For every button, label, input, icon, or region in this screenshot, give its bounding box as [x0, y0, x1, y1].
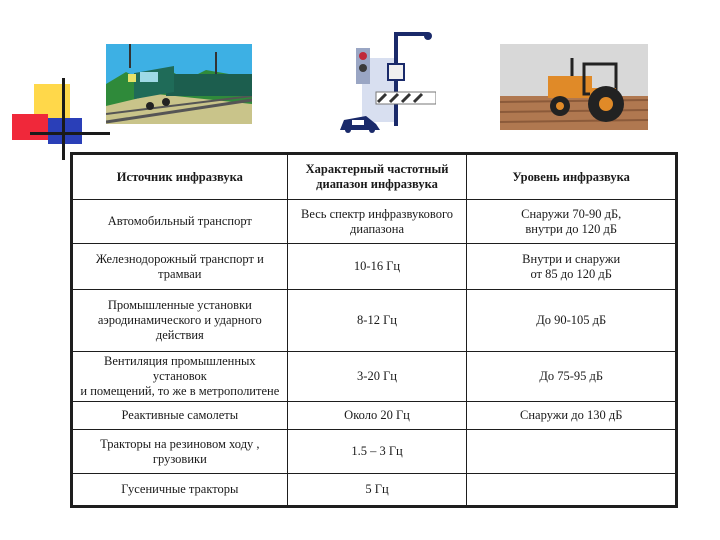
header-level: Уровень инфразвука	[467, 155, 676, 200]
cell-level: Снаружи 70-90 дБ, внутри до 120 дБ	[467, 200, 676, 244]
decor-blue-square	[48, 118, 82, 144]
table-row	[73, 352, 676, 402]
header-source: Источник инфразвука	[73, 155, 288, 200]
table-row	[73, 474, 676, 506]
cell-level	[467, 430, 676, 474]
cell-source: Вентиляция промышленных установок и помещений, то же в метрополитене	[73, 352, 288, 402]
cell-source: Гусеничные тракторы	[73, 474, 288, 506]
cell-range: Около 20 Гц	[287, 402, 467, 430]
table-row	[73, 402, 676, 430]
decor-horizontal-line	[30, 132, 110, 135]
cell-source: Тракторы на резиновом ходу , грузовики	[73, 430, 288, 474]
cell-range: 3-20 Гц	[287, 352, 467, 402]
cell-source: Реактивные самолеты	[73, 402, 288, 430]
header-frequency-range: Характерный частотный диапазон инфразвука	[287, 155, 467, 200]
table-row	[73, 430, 676, 474]
cell-source: Промышленные установки аэродинамического и ударного действия	[73, 290, 288, 352]
cell-level: До 90-105 дБ	[467, 290, 676, 352]
cell-source: Автомобильный транспорт	[73, 200, 288, 244]
decor-red-square	[12, 114, 48, 140]
cell-level	[467, 474, 676, 506]
cell-level: Внутри и снаружи от 85 до 120 дБ	[467, 244, 676, 290]
railway-signal-image	[336, 30, 436, 134]
infrasound-table	[70, 152, 678, 508]
cell-range: Весь спектр инфразвукового диапазона	[287, 200, 467, 244]
cell-range: 10-16 Гц	[287, 244, 467, 290]
table-header-row	[73, 155, 676, 200]
cell-range: 8-12 Гц	[287, 290, 467, 352]
train-image	[106, 44, 252, 124]
cell-source: Железнодорожный транспорт и трамваи	[73, 244, 288, 290]
table-row	[73, 244, 676, 290]
cell-level: До 75-95 дБ	[467, 352, 676, 402]
cell-level: Снаружи до 130 дБ	[467, 402, 676, 430]
cell-range: 1.5 – 3 Гц	[287, 430, 467, 474]
table-row	[73, 290, 676, 352]
tractor-image	[500, 44, 648, 130]
table-row	[73, 200, 676, 244]
cell-range: 5 Гц	[287, 474, 467, 506]
decor-vertical-line	[62, 78, 65, 160]
